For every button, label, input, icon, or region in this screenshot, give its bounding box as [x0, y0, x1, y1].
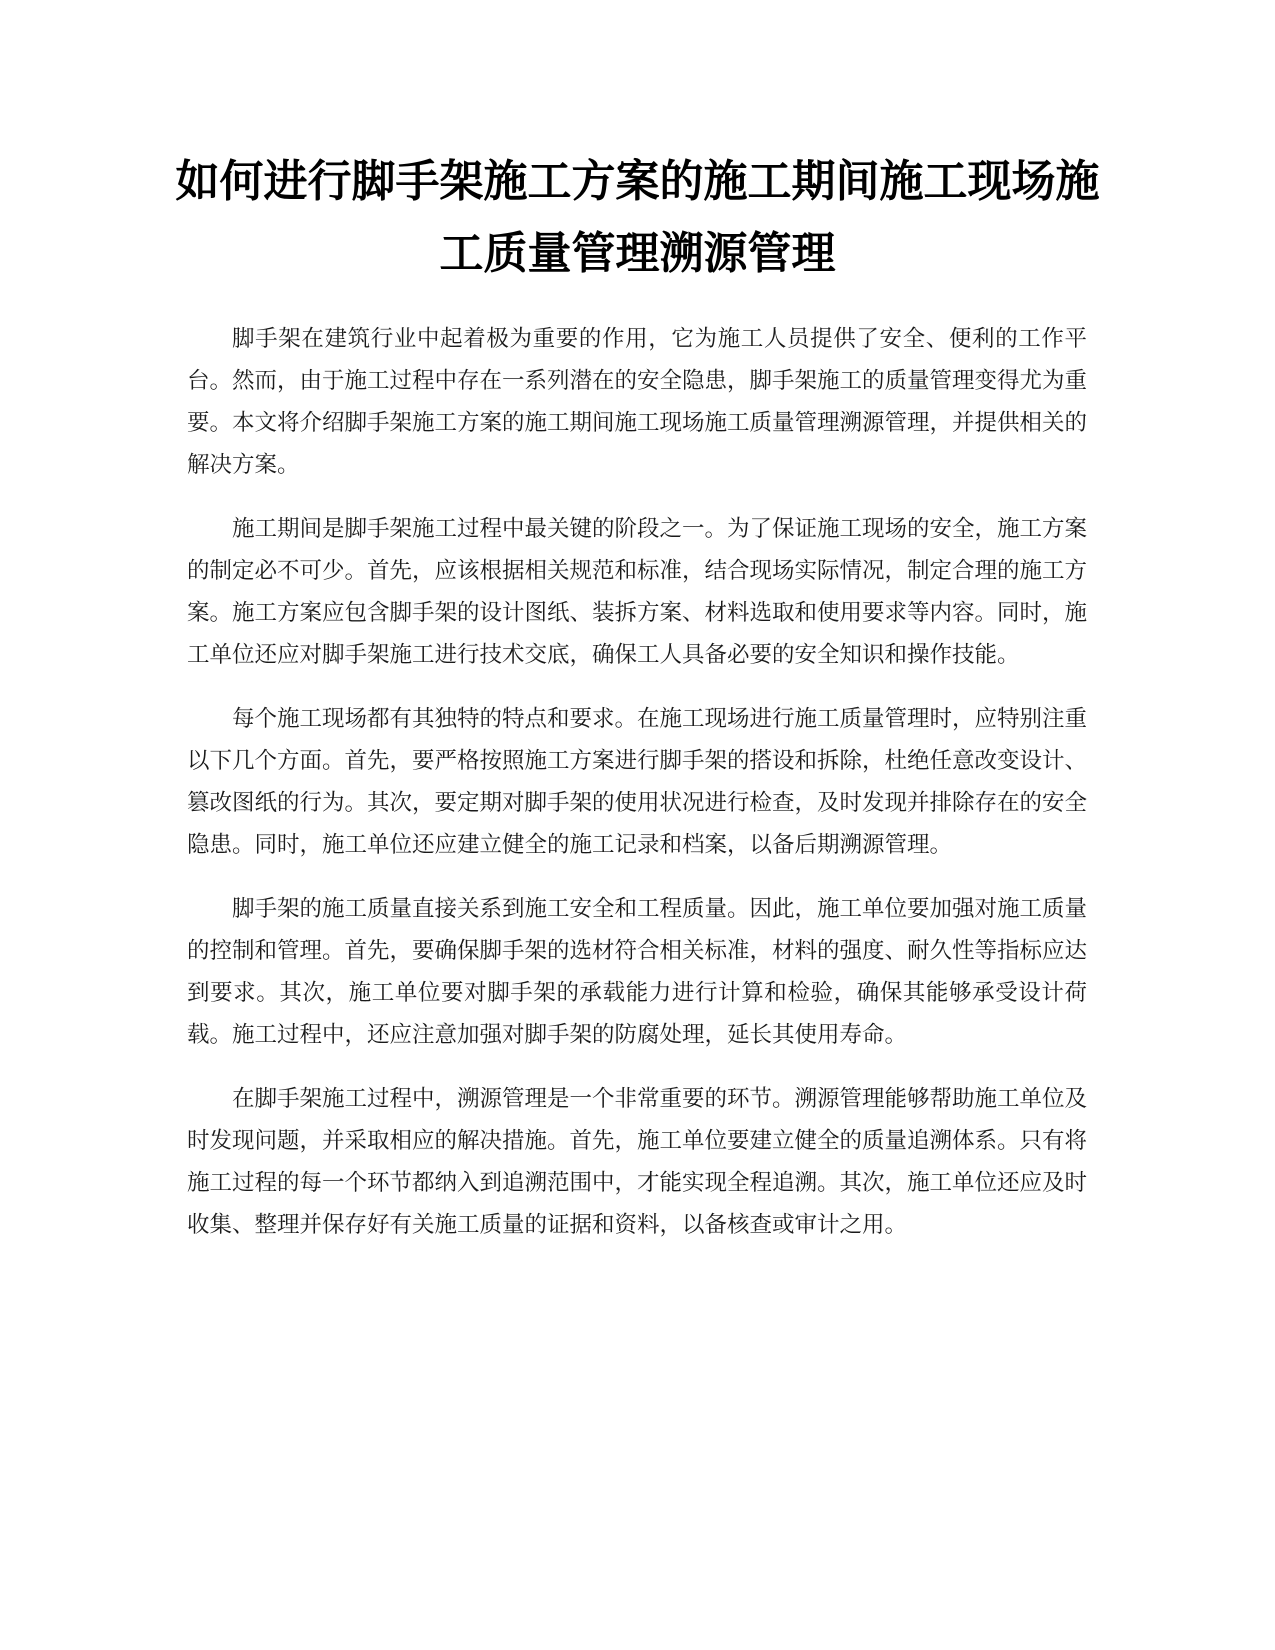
paragraph-3: 每个施工现场都有其独特的特点和要求。在施工现场进行施工质量管理时，应特别注重以下几个方面。首先，要严格按照施工方案进行脚手架的搭设和拆除，杜绝任意改变设计、篡改图纸的行为。其次，要定期对脚手架的使用状况进行检查，及时发现并排除存在的安全隐患。同时，施工单位还应建立健全的施工记录和档案，以备后期溯源管理。 — [187, 706, 1088, 858]
document-body — [187, 318, 1087, 1268]
paragraph-5: 在脚手架施工过程中，溯源管理是一个非常重要的环节。溯源管理能够帮助施工单位及时发现问题，并采取相应的解决措施。首先，施工单位要建立健全的质量追溯体系。只有将施工过程的每一个环节都纳入到追溯范围中，才能实现全程追溯。其次，施工单位还应及时收集、整理并保存好有关施工质量的证据和资料，以备核查或审计之用。 — [187, 1086, 1088, 1238]
paragraph-2: 施工期间是脚手架施工过程中最关键的阶段之一。为了保证施工现场的安全，施工方案的制定必不可少。首先，应该根据相关规范和标准，结合现场实际情况，制定合理的施工方案。施工方案应包含脚手架的设计图纸、装拆方案、材料选取和使用要求等内容。同时，施工单位还应对脚手架施工进行技术交底，确保工人具备必要的安全知识和操作技能。 — [187, 516, 1088, 668]
paragraph-4: 脚手架的施工质量直接关系到施工安全和工程质量。因此，施工单位要加强对施工质量的控制和管理。首先，要确保脚手架的选材符合相关标准，材料的强度、耐久性等指标应达到要求。其次，施工单位要对脚手架的承载能力进行计算和检验，确保其能够承受设计荷载。施工过程中，还应注意加强对脚手架的防腐处理，延长其使用寿命。 — [187, 896, 1088, 1048]
paragraph-1: 脚手架在建筑行业中起着极为重要的作用，它为施工人员提供了安全、便利的工作平台。然而，由于施工过程中存在一系列潜在的安全隐患，脚手架施工的质量管理变得尤为重要。本文将介绍脚手架施工方案的施工期间施工现场施工质量管理溯源管理，并提供相关的解决方案。 — [187, 326, 1088, 478]
document-title: 如何进行脚手架施工方案的施工期间施工现场施工质量管理溯源管理 — [175, 156, 1100, 279]
